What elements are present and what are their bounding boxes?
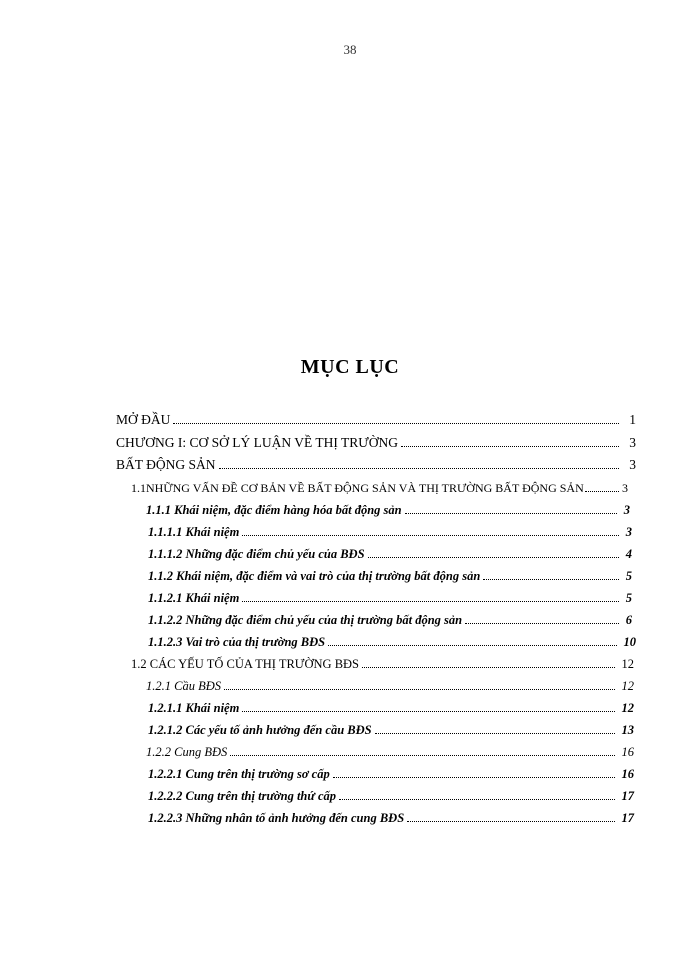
toc-entry-label: 1.1.1.2 Những đặc điểm chủ yếu của BĐS (148, 547, 365, 561)
toc-entry[interactable] (116, 457, 636, 475)
toc-entry[interactable] (148, 590, 632, 608)
toc-entry-label: 1.1.2.2 Những đặc điểm chủ yếu của thị trường bất động sản (148, 613, 463, 627)
toc-leader (242, 590, 619, 602)
toc-entry-label: 1.2.2.3 Những nhân tố ảnh hưởng đến cung BĐS (148, 811, 405, 825)
toc-entry-label: 1.1.1.1 Khái niệm (148, 525, 240, 539)
toc-entry-label: 1.2.2 Cung BĐS (146, 745, 228, 759)
toc-entry[interactable] (148, 568, 632, 586)
toc-entry[interactable] (148, 634, 636, 652)
toc-entry-page: 17 (621, 811, 634, 825)
toc-entry-page: 12 (621, 701, 634, 715)
toc-leader (362, 656, 615, 668)
toc-leader (401, 435, 619, 447)
toc-entry-page: 5 (625, 591, 632, 605)
toc-entry-label: MỞ ĐẦU (116, 412, 171, 427)
toc-entry-page: 3 (623, 503, 630, 517)
toc-entry[interactable] (148, 700, 634, 718)
toc-entry-label: 1.1NHỮNG VẤN ĐỀ CƠ BẢN VỀ BẤT ĐỘNG SẢN VÀ THỊ TRƯỜNG BẤT ĐỘNG SẢN (131, 481, 584, 495)
toc-leader (368, 546, 619, 558)
toc-entry[interactable] (131, 656, 634, 674)
toc-entry-label: 1.2.1.2 Các yếu tố ảnh hưởng đến cầu BĐS (148, 723, 372, 737)
toc-leader (375, 722, 615, 734)
toc-entry[interactable] (148, 788, 634, 806)
toc-leader (339, 788, 615, 800)
toc-leader (333, 766, 615, 778)
toc-entry-page: 12 (621, 657, 634, 671)
toc-entry[interactable] (116, 435, 636, 453)
toc-leader (405, 502, 617, 514)
toc-leader (483, 568, 619, 580)
toc-entry-page: 16 (621, 767, 634, 781)
toc-entry-label: 1.2.1.1 Khái niệm (148, 701, 240, 715)
toc-leader (224, 678, 615, 690)
toc-entry-label: 1.1.2.1 Khái niệm (148, 591, 240, 605)
toc-entry-page: 12 (621, 679, 634, 693)
toc-leader (230, 744, 615, 756)
toc-entry-page: 16 (621, 745, 634, 759)
toc-entry[interactable] (131, 480, 628, 498)
toc-entry-page: 4 (625, 547, 632, 561)
page-number: 38 (343, 42, 357, 57)
toc-leader (465, 612, 619, 624)
toc-leader (328, 634, 617, 646)
toc-entry-label: 1.1.2 Khái niệm, đặc điểm và vai trò của thị trường bất động sản (148, 569, 481, 583)
toc-entry-page: 3 (622, 481, 628, 495)
toc-entry-label: 1.2.1 Cầu BĐS (146, 679, 221, 693)
toc-entry[interactable] (148, 524, 632, 542)
toc-entry-page: 5 (625, 569, 632, 583)
toc-entry-label: BẤT ĐỘNG SẢN (116, 457, 216, 472)
toc-entry-page: 13 (621, 723, 634, 737)
toc-leader (242, 700, 615, 712)
toc-entry[interactable] (146, 502, 630, 520)
toc-entry-page: 3 (629, 435, 636, 450)
toc-entry-label: CHƯƠNG I: CƠ SỞ LÝ LUẬN VỀ THỊ TRƯỜNG (116, 435, 398, 450)
toc-leader (407, 810, 615, 822)
toc-entry[interactable] (146, 744, 634, 762)
toc-entry-label: 1.2.2.2 Cung trên thị trường thứ cấp (148, 789, 337, 803)
toc-leader (242, 524, 619, 536)
toc-entry-label: 1.2 CÁC YẾU TỐ CỦA THỊ TRƯỜNG BĐS (131, 657, 360, 671)
toc-leader (173, 412, 619, 424)
toc-title: MỤC LỤC (300, 356, 400, 378)
toc-entry-page: 17 (621, 789, 634, 803)
toc-entry-label: 1.2.2.1 Cung trên thị trường sơ cấp (148, 767, 330, 781)
toc-entry[interactable] (116, 412, 636, 430)
toc-entry[interactable] (148, 546, 632, 564)
toc-entry-page: 3 (629, 457, 636, 472)
toc-leader (585, 480, 619, 492)
toc-leader (219, 457, 619, 469)
toc-entry[interactable] (146, 678, 634, 696)
toc-entry-page: 1 (629, 412, 636, 427)
toc-entry[interactable] (148, 722, 634, 740)
toc-entry[interactable] (148, 810, 634, 828)
toc-entry-page: 3 (625, 525, 632, 539)
toc-entry[interactable] (148, 612, 632, 630)
toc-entry[interactable] (148, 766, 634, 784)
toc-entry-label: 1.1.2.3 Vai trò của thị trường BĐS (148, 635, 326, 649)
toc-entry-page: 6 (625, 613, 632, 627)
toc-entry-page: 10 (623, 635, 636, 649)
toc-entry-label: 1.1.1 Khái niệm, đặc điểm hàng hóa bất động sản (146, 503, 402, 517)
